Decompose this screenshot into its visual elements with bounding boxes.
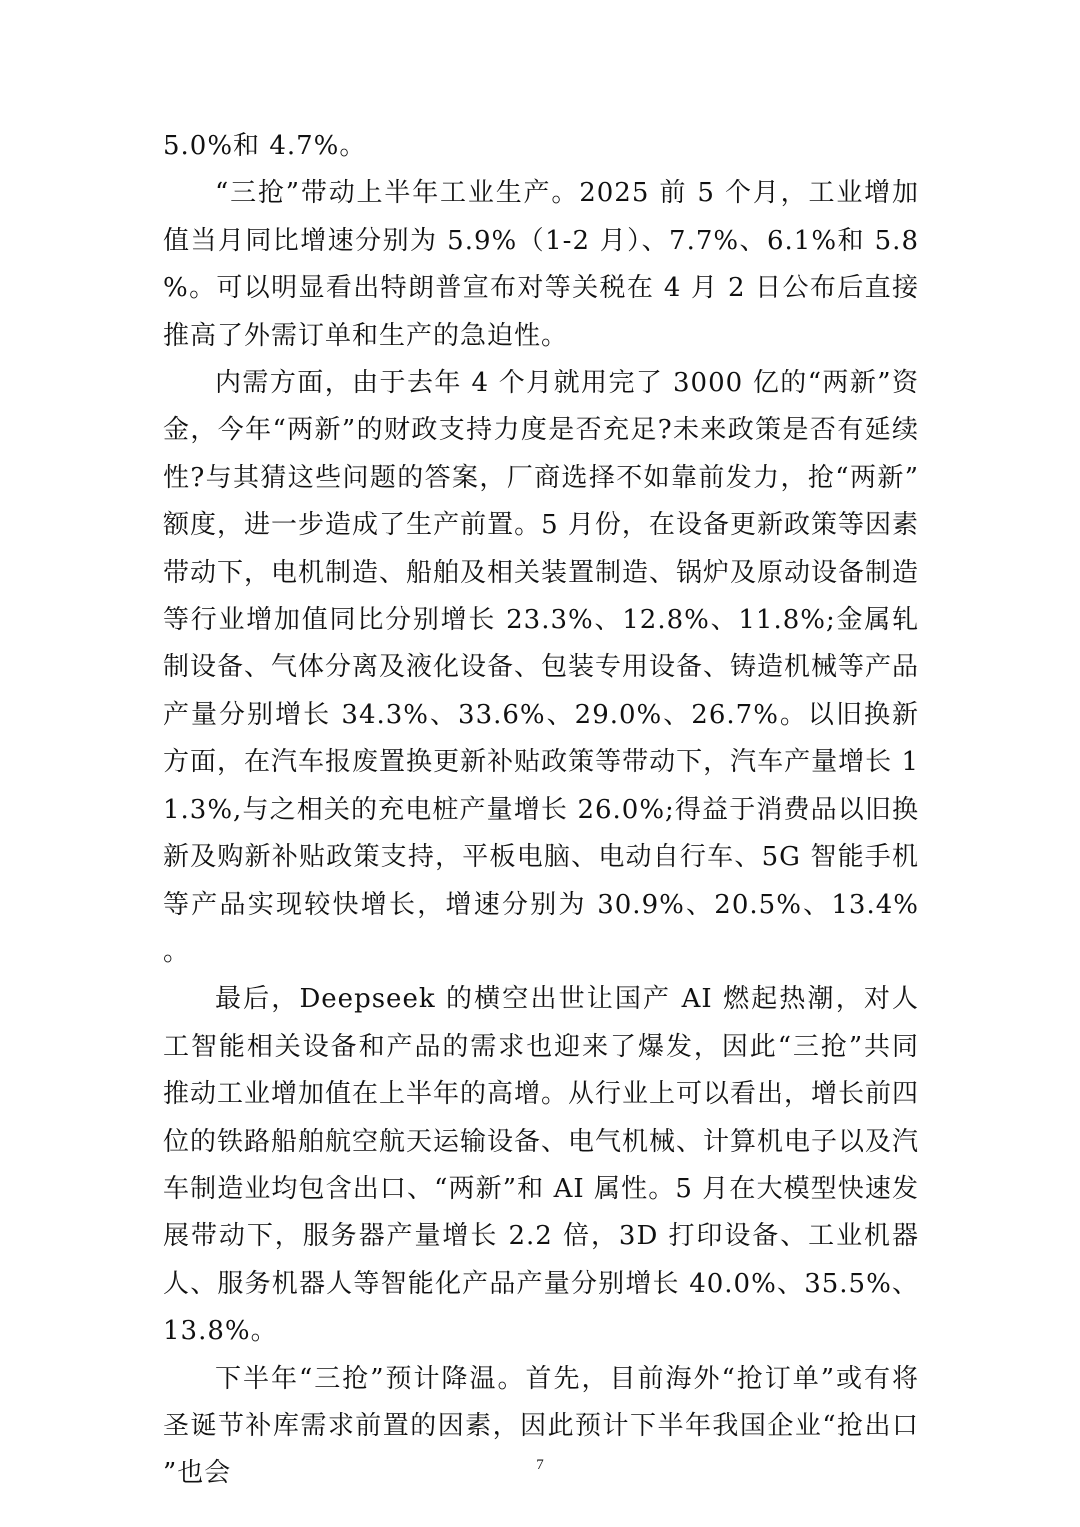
body-text — [163, 123, 919, 1498]
paragraph-domestic-demand: 内需方面，由于去年 4 个月就用完了 3000 亿的“两新”资金，今年“两新”的财政支持力度是否充足?未来政策是否有延续性?与其猜这些问题的答案，厂商选择不如靠前发力，抢“两新”额度，进一步造成了生产前置。5 月份，在设备更新政策等因素带动下，电机制造、船舶及相关装置制造、锅炉及原动设备制造等行业增加值同比分别增长 23.3%、12.8%、11.8%;金属轧制设备、气体分离及液化设备、包装专用设备、铸造机械等产品产量分别增长 34.3%、33.6%、29.0%、26.7%。以旧换新方面，在汽车报废置换更新补贴政策等带动下，汽车产量增长 11.3%,与之相关的充电桩产量增长 26.0%;得益于消费品以旧换新及购新补贴政策支持，平板电脑、电动自行车、5G 智能手机等产品实现较快增长，增速分别为 30.9%、20.5%、13.4%。 — [163, 368, 920, 967]
paragraph-ai-demand: 最后，Deepseek 的横空出世让国产 AI 燃起热潮，对人工智能相关设备和产品的需求也迎来了爆发，因此“三抢”共同推动工业增加值在上半年的高增。从行业上可以看出，增长前四位的铁路船舶航空航天运输设备、电气机械、计算机电子以及汽车制造业均包含出口、“两新”和 AI 属性。5 月在大模型快速发展带动下，服务器产量增长 2.2 倍，3D 打印设备、工业机器人、服务机器人等智能化产品产量分别增长 40.0%、35.5%、13.8%。 — [163, 984, 920, 1347]
paragraph-continuation: 5.0%和 4.7%。 — [163, 131, 367, 161]
page-number: 7 — [536, 1457, 544, 1473]
paragraph-second-half-outlook: 下半年“三抢”预计降温。首先，目前海外“抢订单”或有将圣诞节补库需求前置的因素，因此预计下半年我国企业“抢出口”也会 — [163, 1363, 919, 1489]
paragraph-industrial-production: “三抢”带动上半年工业生产。2025 前 5 个月，工业增加值当月同比增速分别为 5.9%（1-2 月）、7.7%、6.1%和 5.8%。可以明显看出特朗普宣布对等关税在 4 月 2 日公布后直接推高了外需订单和生产的急迫性。 — [163, 178, 919, 351]
